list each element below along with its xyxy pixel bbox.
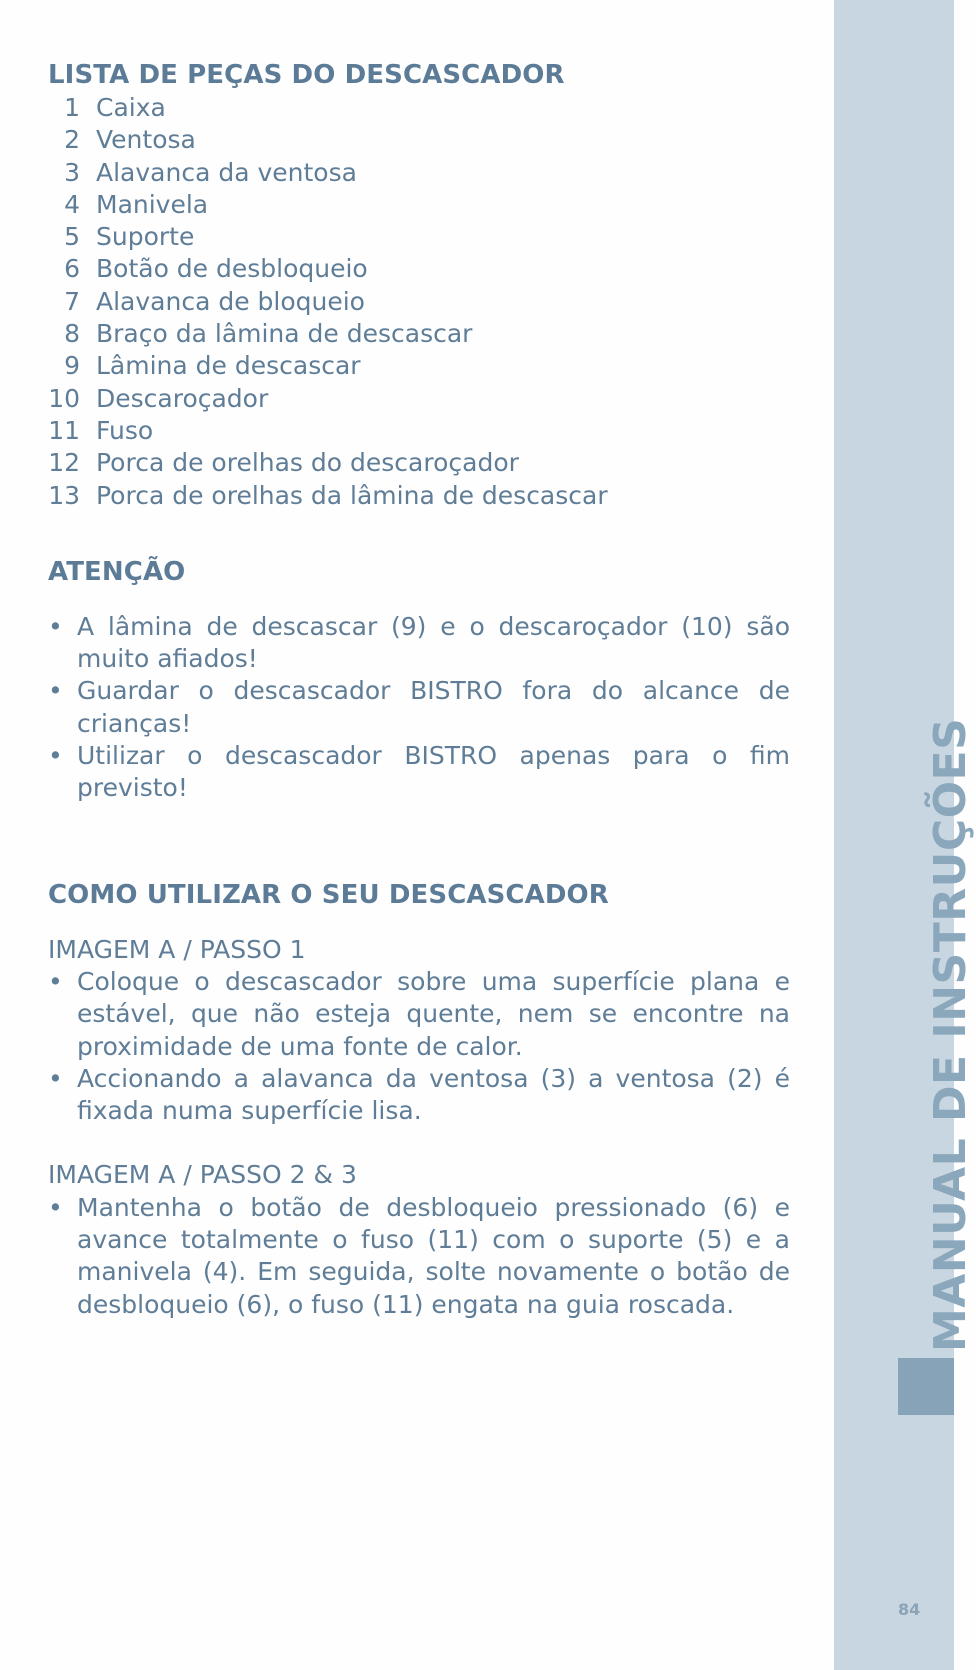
page-number: 84 [898, 1600, 921, 1619]
item-number: 10 [48, 383, 80, 413]
step1-list [48, 966, 790, 1127]
list-item [48, 1192, 790, 1321]
list-item [48, 966, 790, 1063]
item-label: Porca de orelhas do descaroçador [96, 448, 519, 478]
item-number: 1 [64, 93, 80, 122]
item-number: 13 [48, 480, 80, 510]
item-label: Braço da lâmina de descascar [96, 319, 473, 349]
item-label: Manivela [96, 189, 209, 219]
list-item [48, 286, 790, 318]
item-number: 4 [64, 189, 80, 219]
list-item [48, 611, 790, 676]
list-item [48, 157, 790, 189]
list-item [48, 124, 790, 156]
list-item [48, 480, 790, 512]
sidebar-accent-block [898, 1358, 954, 1415]
item-label: Ventosa [96, 125, 196, 155]
list-item [48, 447, 790, 479]
list-item [48, 92, 790, 124]
item-label: Porca de orelhas da lâmina de descascar [96, 480, 608, 510]
item-number: 5 [64, 222, 80, 252]
item-label: Caixa [96, 93, 166, 122]
item-label: Lâmina de descascar [96, 351, 361, 381]
item-number: 7 [64, 286, 80, 316]
item-number: 3 [64, 157, 80, 187]
bullet-text: Coloque o descascador sobre uma superfície plana e estável, que não esteja quente, nem se encontre na proximidade de uma fonte de calor. [77, 966, 790, 1061]
usage-title: COMO UTILIZAR O SEU DESCASCADOR [48, 879, 609, 910]
attention-title: ATENÇÃO [48, 556, 186, 587]
list-item [48, 740, 790, 805]
list-item [48, 189, 790, 221]
item-number: 9 [64, 351, 80, 381]
item-label: Fuso [96, 415, 154, 445]
bullet-text: Mantenha o botão de desbloqueio pressionado (6) e avance totalmente o fuso (11) com o suporte (5) e a manivela (4). Em seguida, solte novamente o botão de desbloqueio (6), o fuso (11) engata na guia roscada. [77, 1192, 790, 1319]
bullet-icon: • [48, 611, 63, 641]
sidebar-title: MANUAL DE INSTRUÇÕES [925, 717, 976, 1352]
list-item [48, 675, 790, 740]
bullet-text: Utilizar o descascador BISTRO apenas para o fim previsto! [77, 741, 790, 803]
list-item [48, 350, 790, 382]
step2-list [48, 1192, 790, 1321]
bullet-text: Accionando a alavanca da ventosa (3) a ventosa (2) é fixada numa superfície lisa. [77, 1063, 790, 1126]
list-item [48, 318, 790, 350]
bullet-icon: • [48, 1063, 63, 1093]
item-number: 11 [48, 415, 80, 445]
bullet-icon: • [48, 1192, 63, 1222]
list-item [48, 253, 790, 285]
parts-list-title: LISTA DE PEÇAS DO DESCASCADOR [48, 60, 565, 90]
step2-title: IMAGEM A / PASSO 2 & 3 [48, 1160, 357, 1190]
bullet-text: A lâmina de descascar (9) e o descaroçador (10) são muito afiados! [77, 611, 790, 674]
item-number: 12 [48, 448, 80, 478]
bullet-icon: • [48, 676, 63, 706]
item-label: Suporte [96, 222, 195, 252]
list-item [48, 415, 790, 447]
list-item [48, 383, 790, 415]
item-number: 8 [64, 319, 80, 349]
item-label: Botão de desbloqueio [96, 254, 368, 284]
page-content [48, 58, 790, 1321]
bullet-icon: • [48, 741, 63, 771]
item-number: 6 [64, 254, 80, 284]
item-label: Alavanca da ventosa [96, 157, 357, 187]
parts-list [48, 92, 790, 512]
step1-title: IMAGEM A / PASSO 1 [48, 934, 306, 964]
item-label: Descaroçador [96, 383, 269, 413]
item-number: 2 [64, 125, 80, 155]
bullet-text: Guardar o descascador BISTRO fora do alcance de crianças! [77, 676, 790, 738]
list-item [48, 1063, 790, 1128]
list-item [48, 221, 790, 253]
item-label: Alavanca de bloqueio [96, 286, 365, 316]
attention-list [48, 611, 790, 805]
bullet-icon: • [48, 966, 63, 996]
